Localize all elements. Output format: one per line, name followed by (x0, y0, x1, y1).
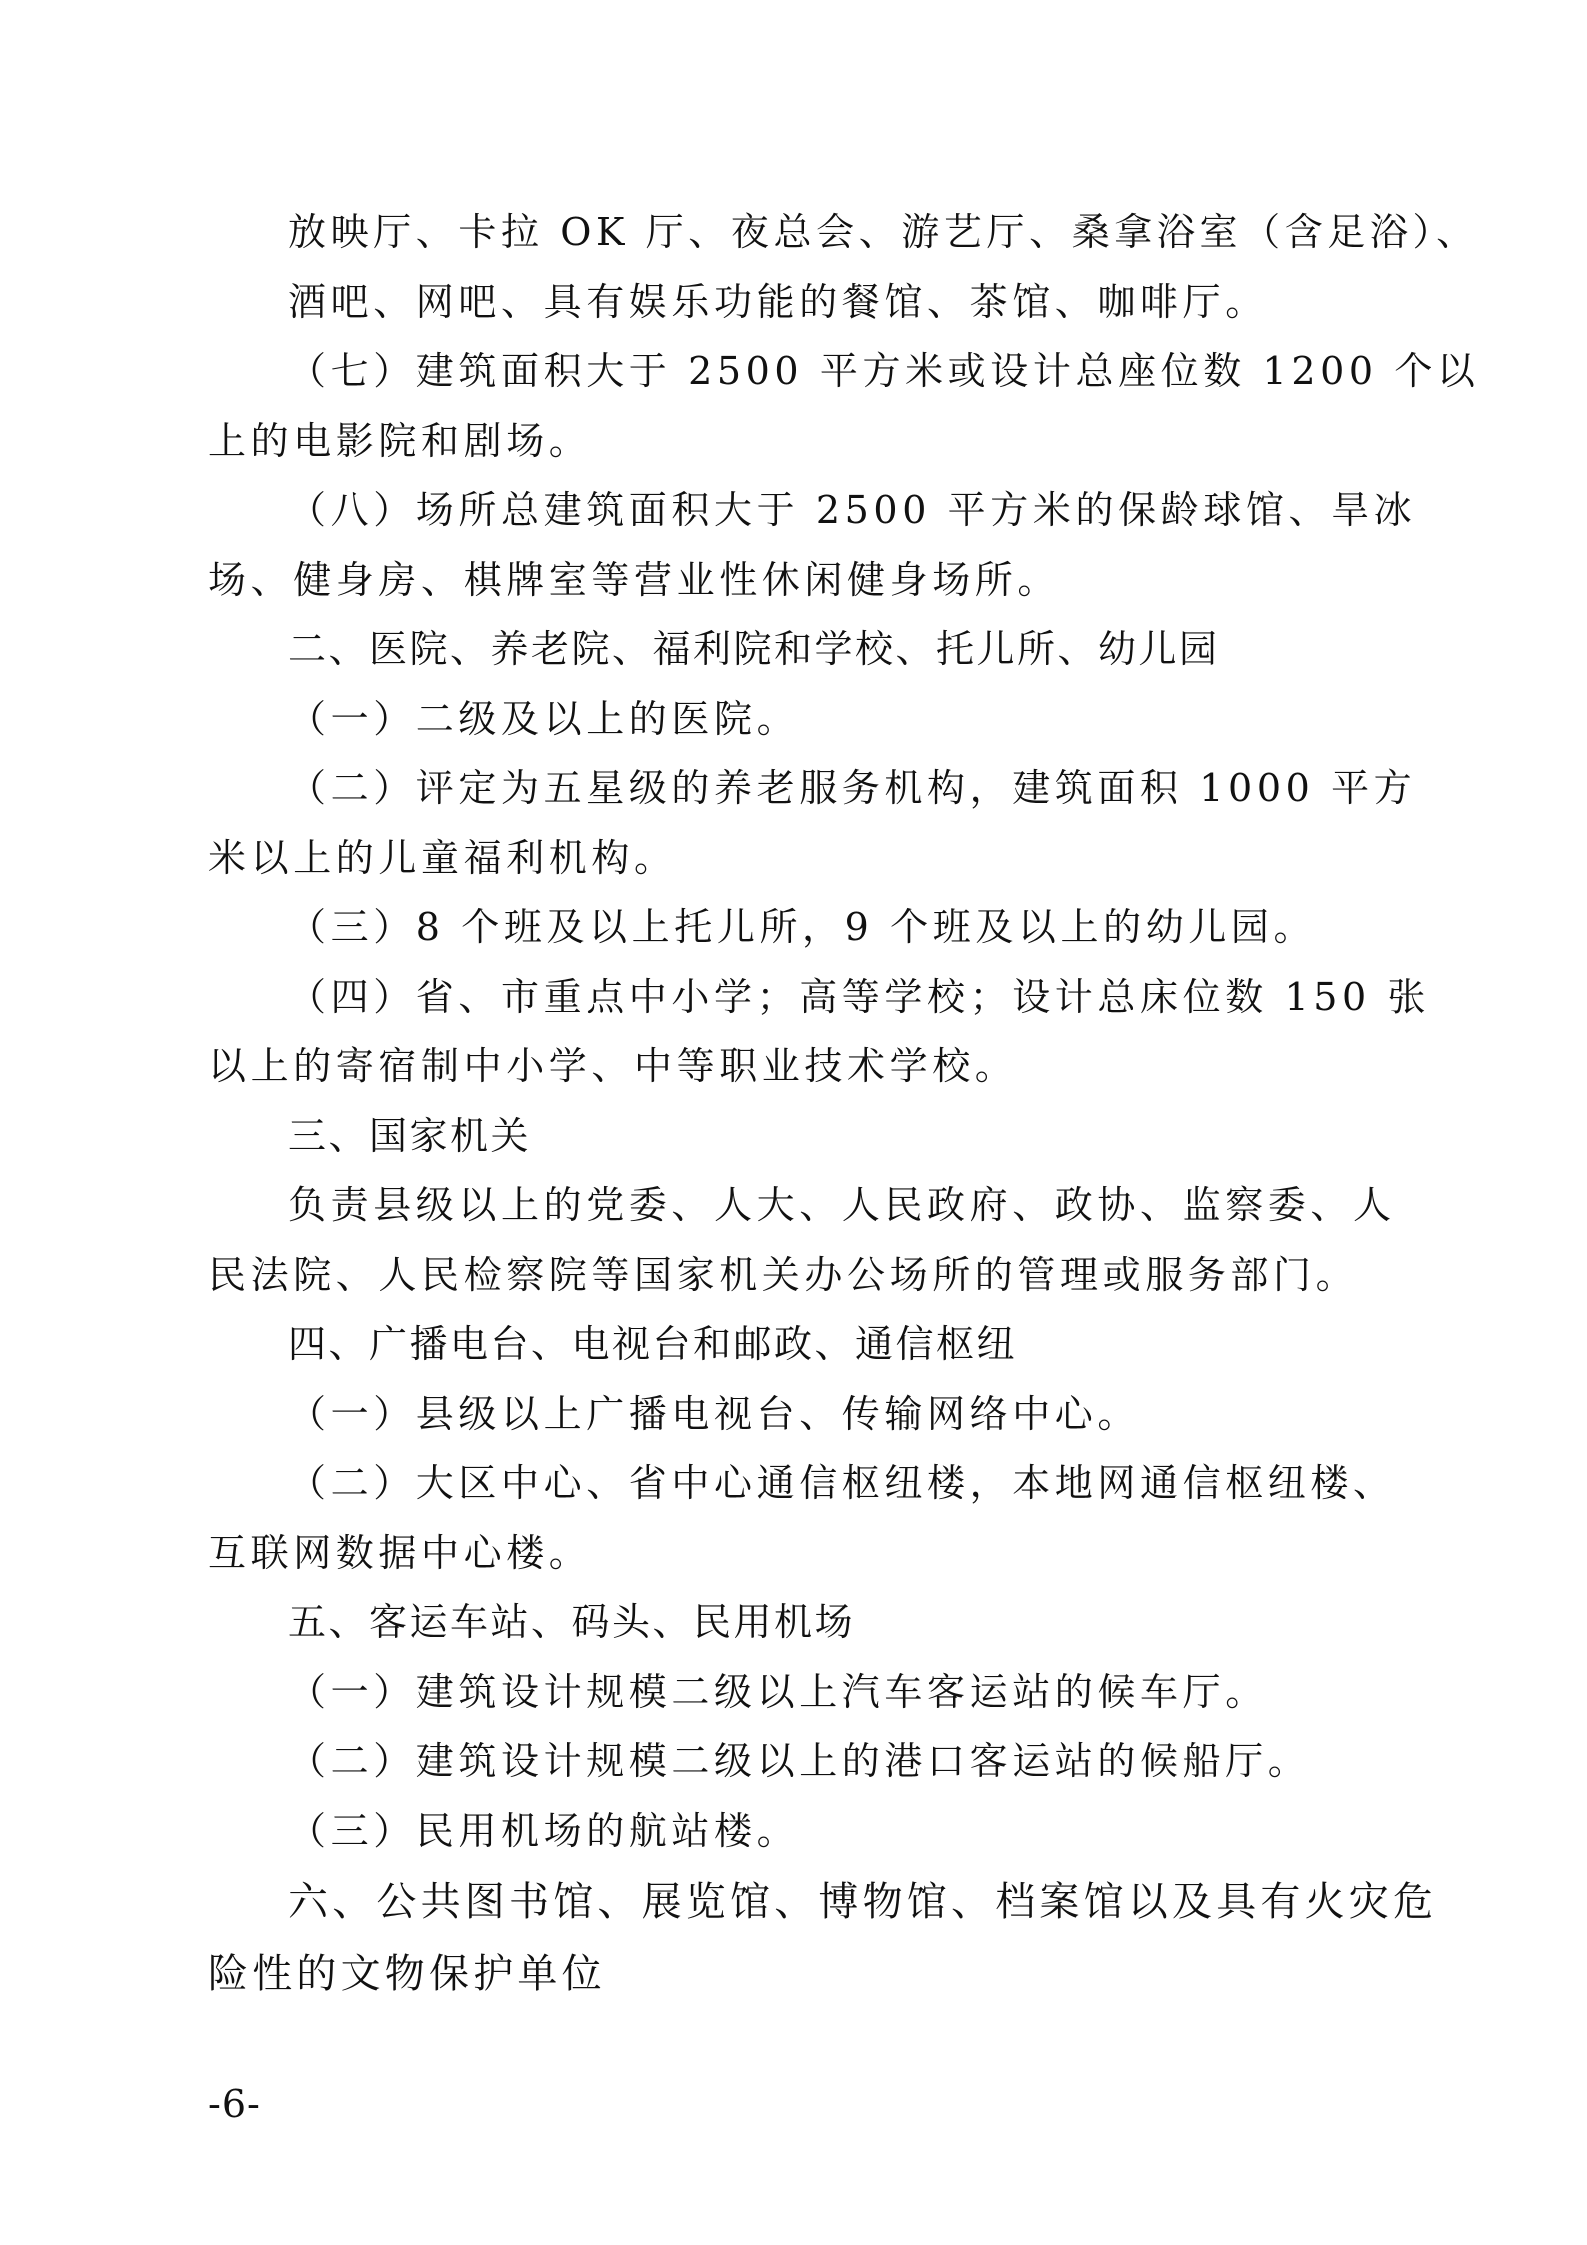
text-line: （一）县级以上广播电视台、传输网络中心。 (288, 1391, 1141, 1436)
text-line: 负责县级以上的党委、人大、人民政府、政协、监察委、人 (288, 1183, 1396, 1227)
text-line: 上的电影院和剧场。 (208, 418, 592, 463)
text-line: （二）建筑设计规模二级以上的港口客运站的候船厅。 (288, 1739, 1311, 1783)
text-line: 酒吧、网吧、具有娱乐功能的餐馆、茶馆、咖啡厅。 (288, 279, 1268, 324)
text-line: 米以上的儿童福利机构。 (208, 835, 677, 880)
text-line: 场、健身房、棋牌室等营业性休闲健身场所。 (208, 557, 1061, 602)
text-line: 互联网数据中心楼。 (208, 1530, 592, 1575)
page-number: -6- (208, 2082, 261, 2126)
text-line: （八）场所总建筑面积大于 2500 平方米的保龄球馆、旱冰 (288, 488, 1417, 532)
section-heading: 三、国家机关 (288, 1113, 532, 1158)
text-line: （一）建筑设计规模二级以上汽车客运站的候车厅。 (288, 1669, 1268, 1714)
text-line: 民法院、人民检察院等国家机关办公场所的管理或服务部门。 (208, 1252, 1359, 1297)
section-heading: 险性的文物保护单位 (208, 1951, 606, 1997)
text-line: （二）大区中心、省中心通信枢纽楼，本地网通信枢纽楼、 (288, 1461, 1396, 1505)
section-heading: 二、医院、养老院、福利院和学校、托儿所、幼儿园 (288, 627, 1220, 671)
text-line: （三）民用机场的航站楼。 (288, 1808, 800, 1853)
text-line: 以上的寄宿制中小学、中等职业技术学校。 (208, 1044, 1018, 1088)
text-line: 放映厅、卡拉 OK 厅、夜总会、游艺厅、桑拿浴室（含足浴）、 (288, 210, 1479, 254)
text-line: （一）二级及以上的医院。 (288, 696, 800, 741)
section-heading: 六、公共图书馆、展览馆、博物馆、档案馆以及具有火灾危 (288, 1879, 1438, 1925)
text-line: （四）省、市重点中小学；高等学校；设计总床位数 150 张 (288, 974, 1431, 1019)
section-heading: 五、客运车站、码头、民用机场 (288, 1600, 856, 1644)
document-body (208, 198, 1480, 2010)
text-line: （二）评定为五星级的养老服务机构，建筑面积 1000 平方 (288, 766, 1417, 810)
text-line: （七）建筑面积大于 2500 平方米或设计总座位数 1200 个以 (288, 349, 1480, 393)
section-heading: 四、广播电台、电视台和邮政、通信枢纽 (288, 1322, 1018, 1366)
text-line: （三）8 个班及以上托儿所，9 个班及以上的幼儿园。 (288, 905, 1317, 949)
